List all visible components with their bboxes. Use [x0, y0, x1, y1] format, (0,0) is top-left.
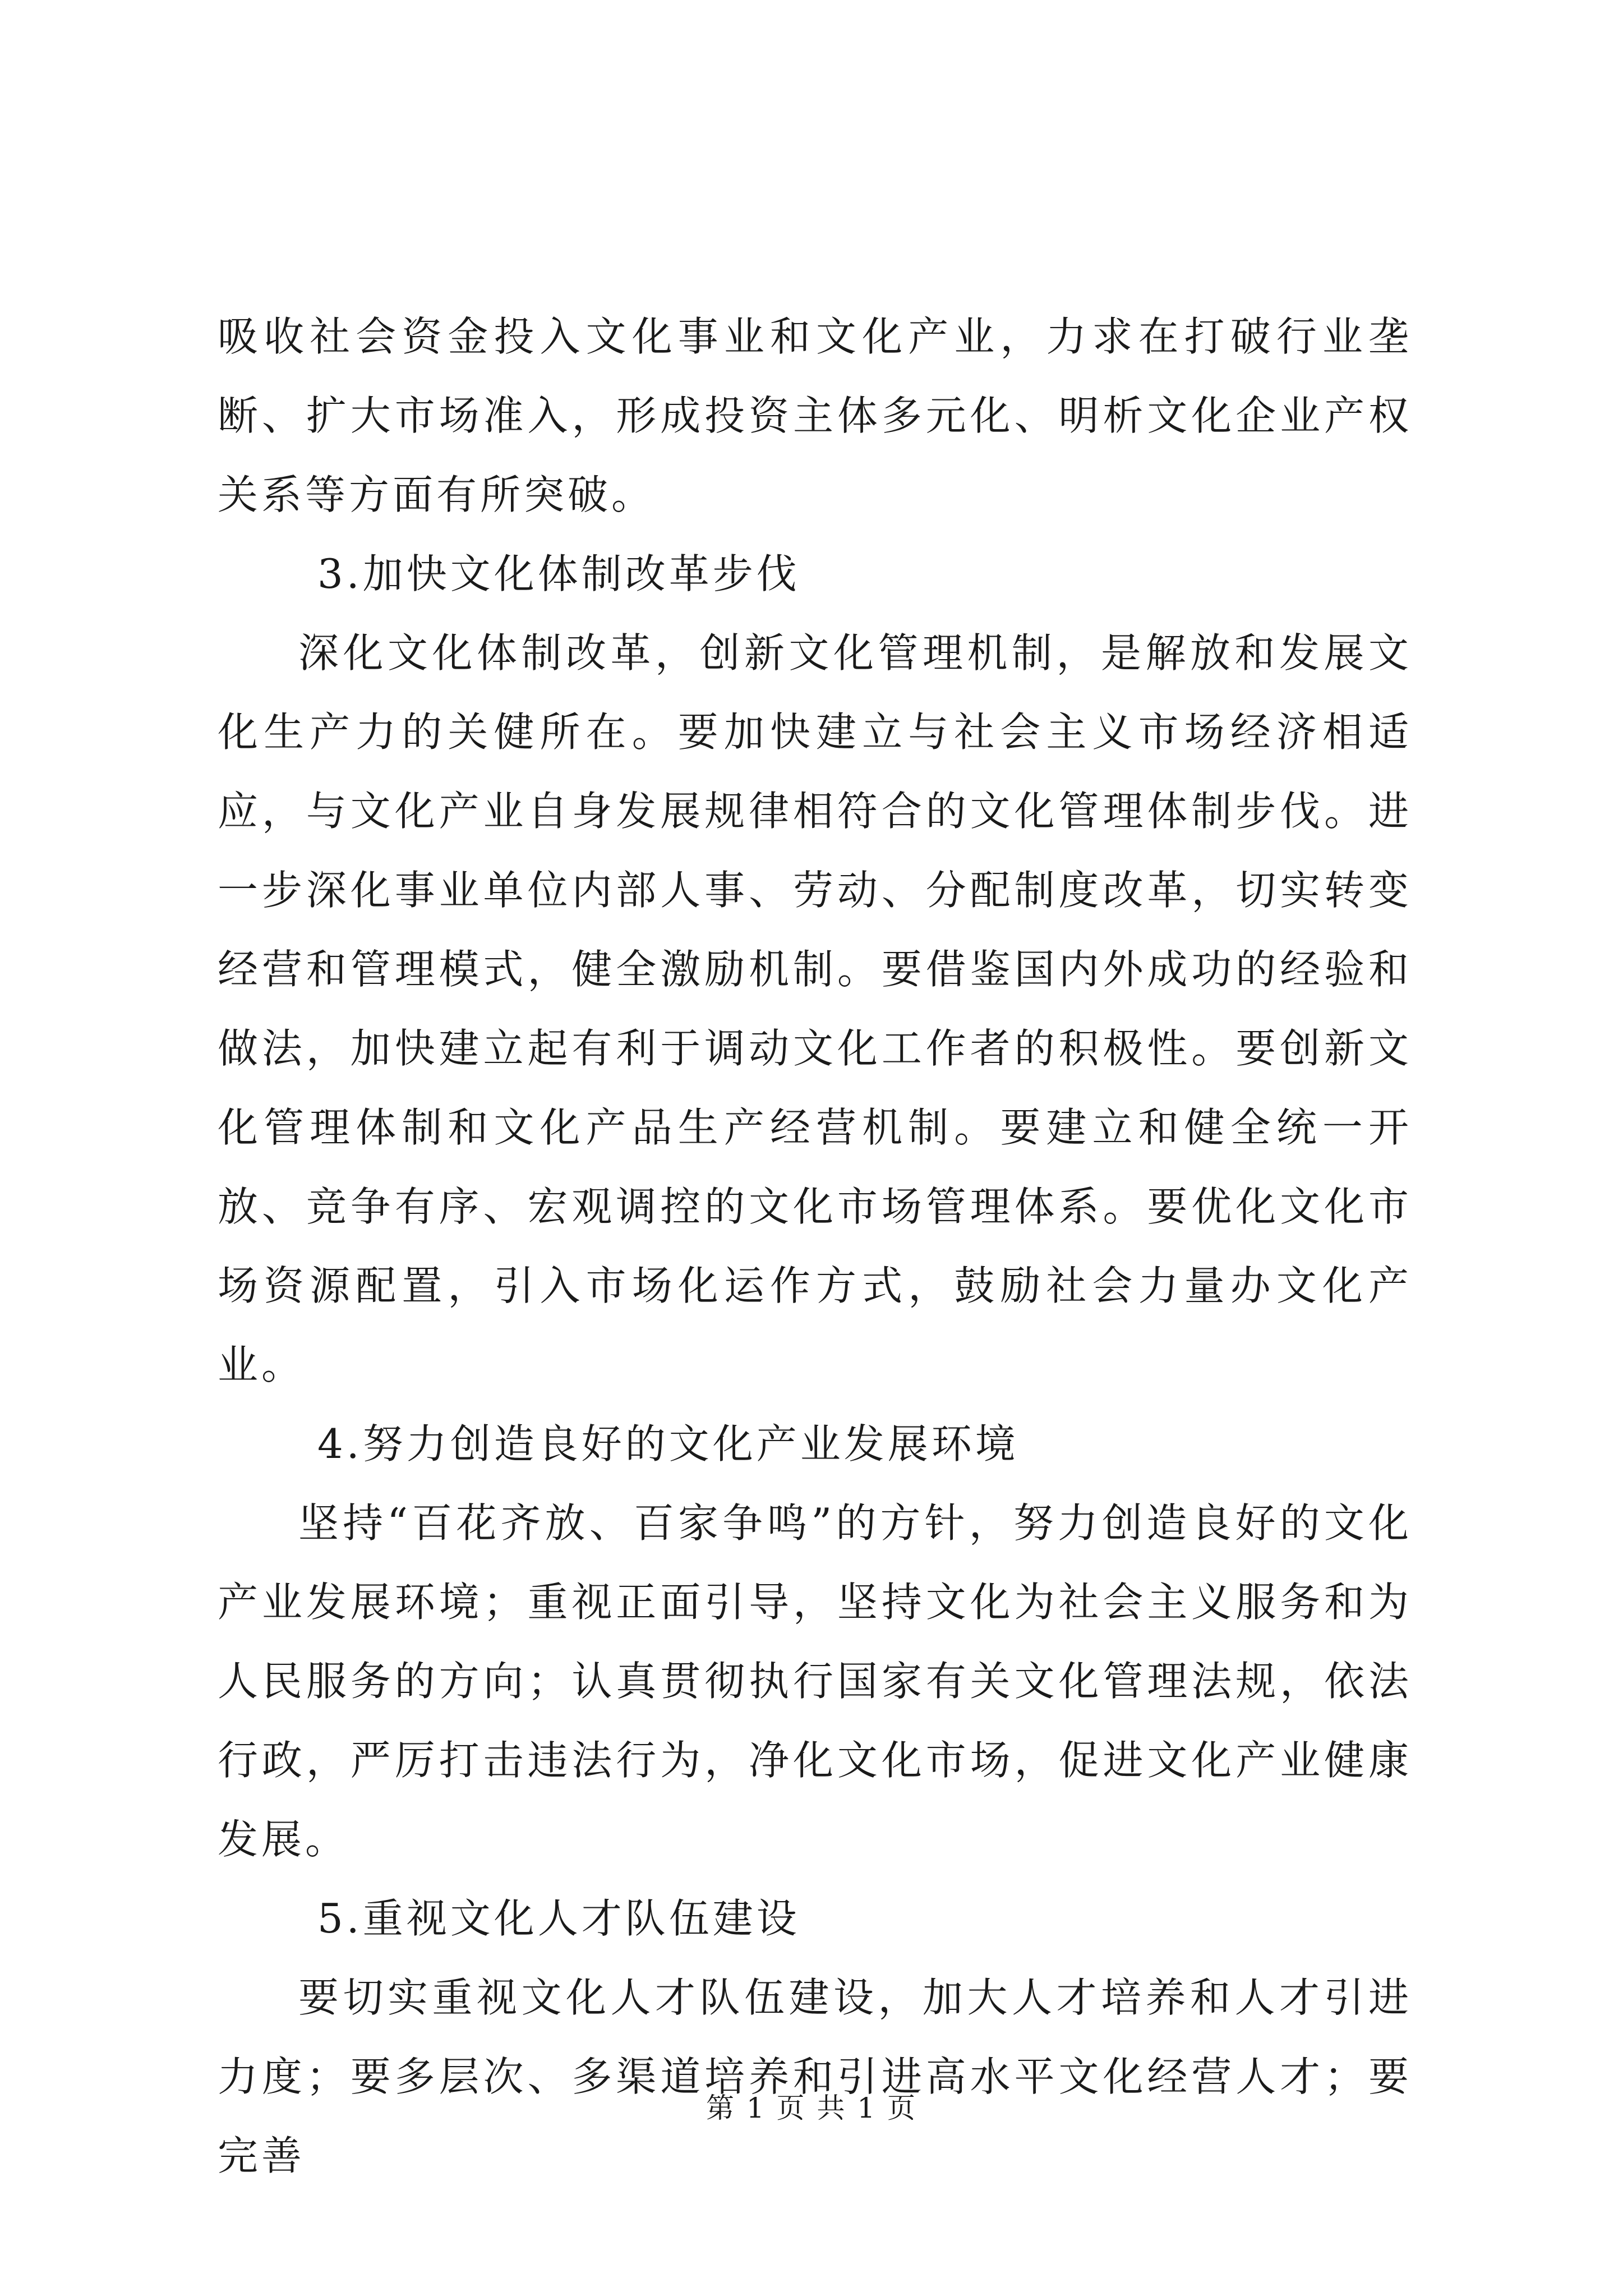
page-footer: 第 1 页 共 1 页: [706, 2092, 917, 2124]
section-heading-3: 3.加快文化体制改革步伐: [317, 550, 800, 597]
section-heading-4: 4.努力创造良好的文化产业发展环境: [317, 1420, 1019, 1467]
paragraph-3: 坚持“百花齐放、百家争鸣”的方针，努力创造良好的文化产业发展环境；重视正面引导，坚持文化为社会主义服务和为人民服务的方向；认真贯彻执行国家有关文化管理法规，依法行政，严厉打击违法行为，净化文化市场，促进文化产业健康发展。: [218, 1499, 1412, 1863]
paragraph-2: 深化文化体制改革，创新文化管理机制，是解放和发展文化生产力的关健所在。要加快建立与社会主义市场经济相适应，与文化产业自身发展规律相符合的文化管理体制步伐。进一步深化事业单位内部人事、劳动、分配制度改革，切实转变经营和管理模式，健全激励机制。要借鉴国内外成功的经验和做法，加快建立起有利于调动文化工作者的积极性。要创新文化管理体制和文化产品生产经营机制。要建立和健全统一开放、竞争有序、宏观调控的文化市场管理体系。要优化文化市场资源配置，引入市场化运作方式，鼓励社会力量办文化产业。: [218, 629, 1412, 1388]
paragraph-4: 要切实重视文化人才队伍建设，加大人才培养和人才引进力度；要多层次、多渠道培养和引进高水平文化经营人才；要完善: [218, 1974, 1412, 2179]
document-body: [218, 297, 1412, 2196]
paragraph-1: 吸收社会资金投入文化事业和文化产业，力求在打破行业垄断、扩大市场准入，形成投资主体多元化、明析文化企业产权关系等方面有所突破。: [218, 313, 1412, 518]
section-heading-5: 5.重视文化人才队伍建设: [317, 1895, 800, 1942]
